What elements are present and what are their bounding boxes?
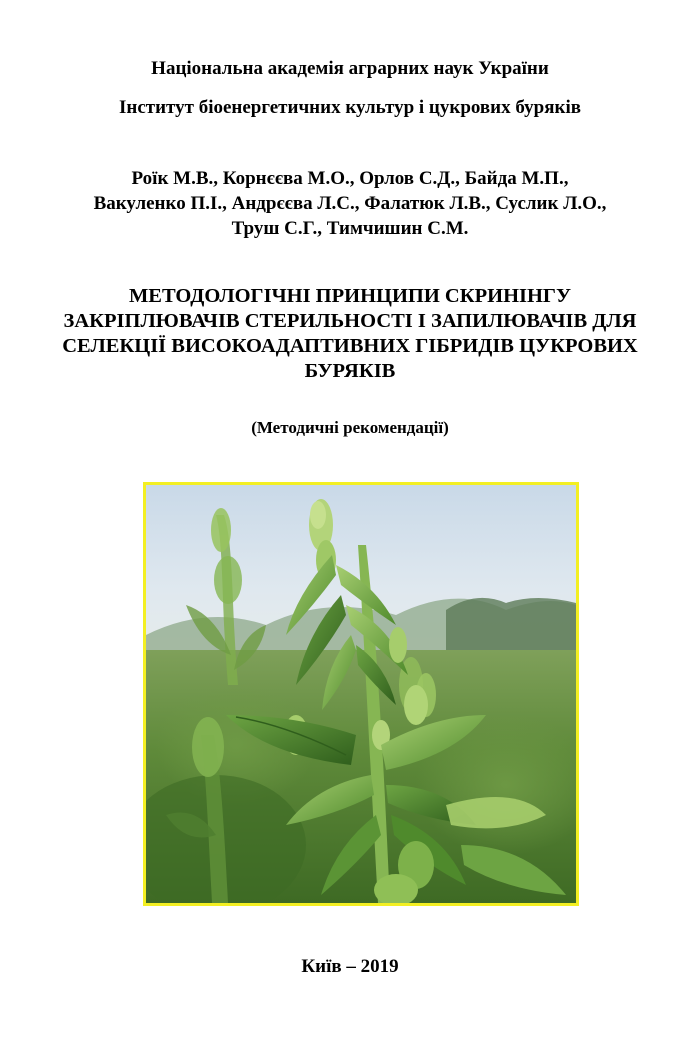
title-line: БУРЯКІВ (304, 360, 396, 382)
plant-photo (146, 485, 576, 903)
authors-block (0, 166, 700, 241)
document-title (40, 284, 660, 384)
title-line: МЕТОДОЛОГІЧНІ ПРИНЦИПИ СКРИНІНГУ (128, 285, 572, 307)
title-line: ЗАКРІПЛЮВАЧІВ СТЕРИЛЬНОСТІ І ЗАПИЛЮВАЧІВ ДЛЯ (63, 310, 637, 332)
authors-line: Роїк М.В., Корнєєва М.О., Орлов С.Д., Байда М.П., (131, 168, 569, 189)
authors-line: Вакуленко П.І., Андрєєва Л.С., Фалатюк Л.В., Суслик Л.О., (93, 193, 607, 214)
cover-photo (143, 482, 579, 906)
authors-line: Труш С.Г., Тимчишин С.М. (231, 218, 469, 239)
institute-name: Інститут біоенергетичних культур і цукрових буряків (118, 97, 581, 118)
place-and-year: Київ – 2019 (301, 956, 399, 977)
academy-name: Національна академія аграрних наук України (151, 58, 549, 79)
title-line: СЕЛЕКЦІЇ ВИСОКОАДАПТИВНИХ ГІБРИДІВ ЦУКРОВИХ (62, 335, 638, 357)
document-type: (Методичні рекомендації) (251, 418, 449, 437)
